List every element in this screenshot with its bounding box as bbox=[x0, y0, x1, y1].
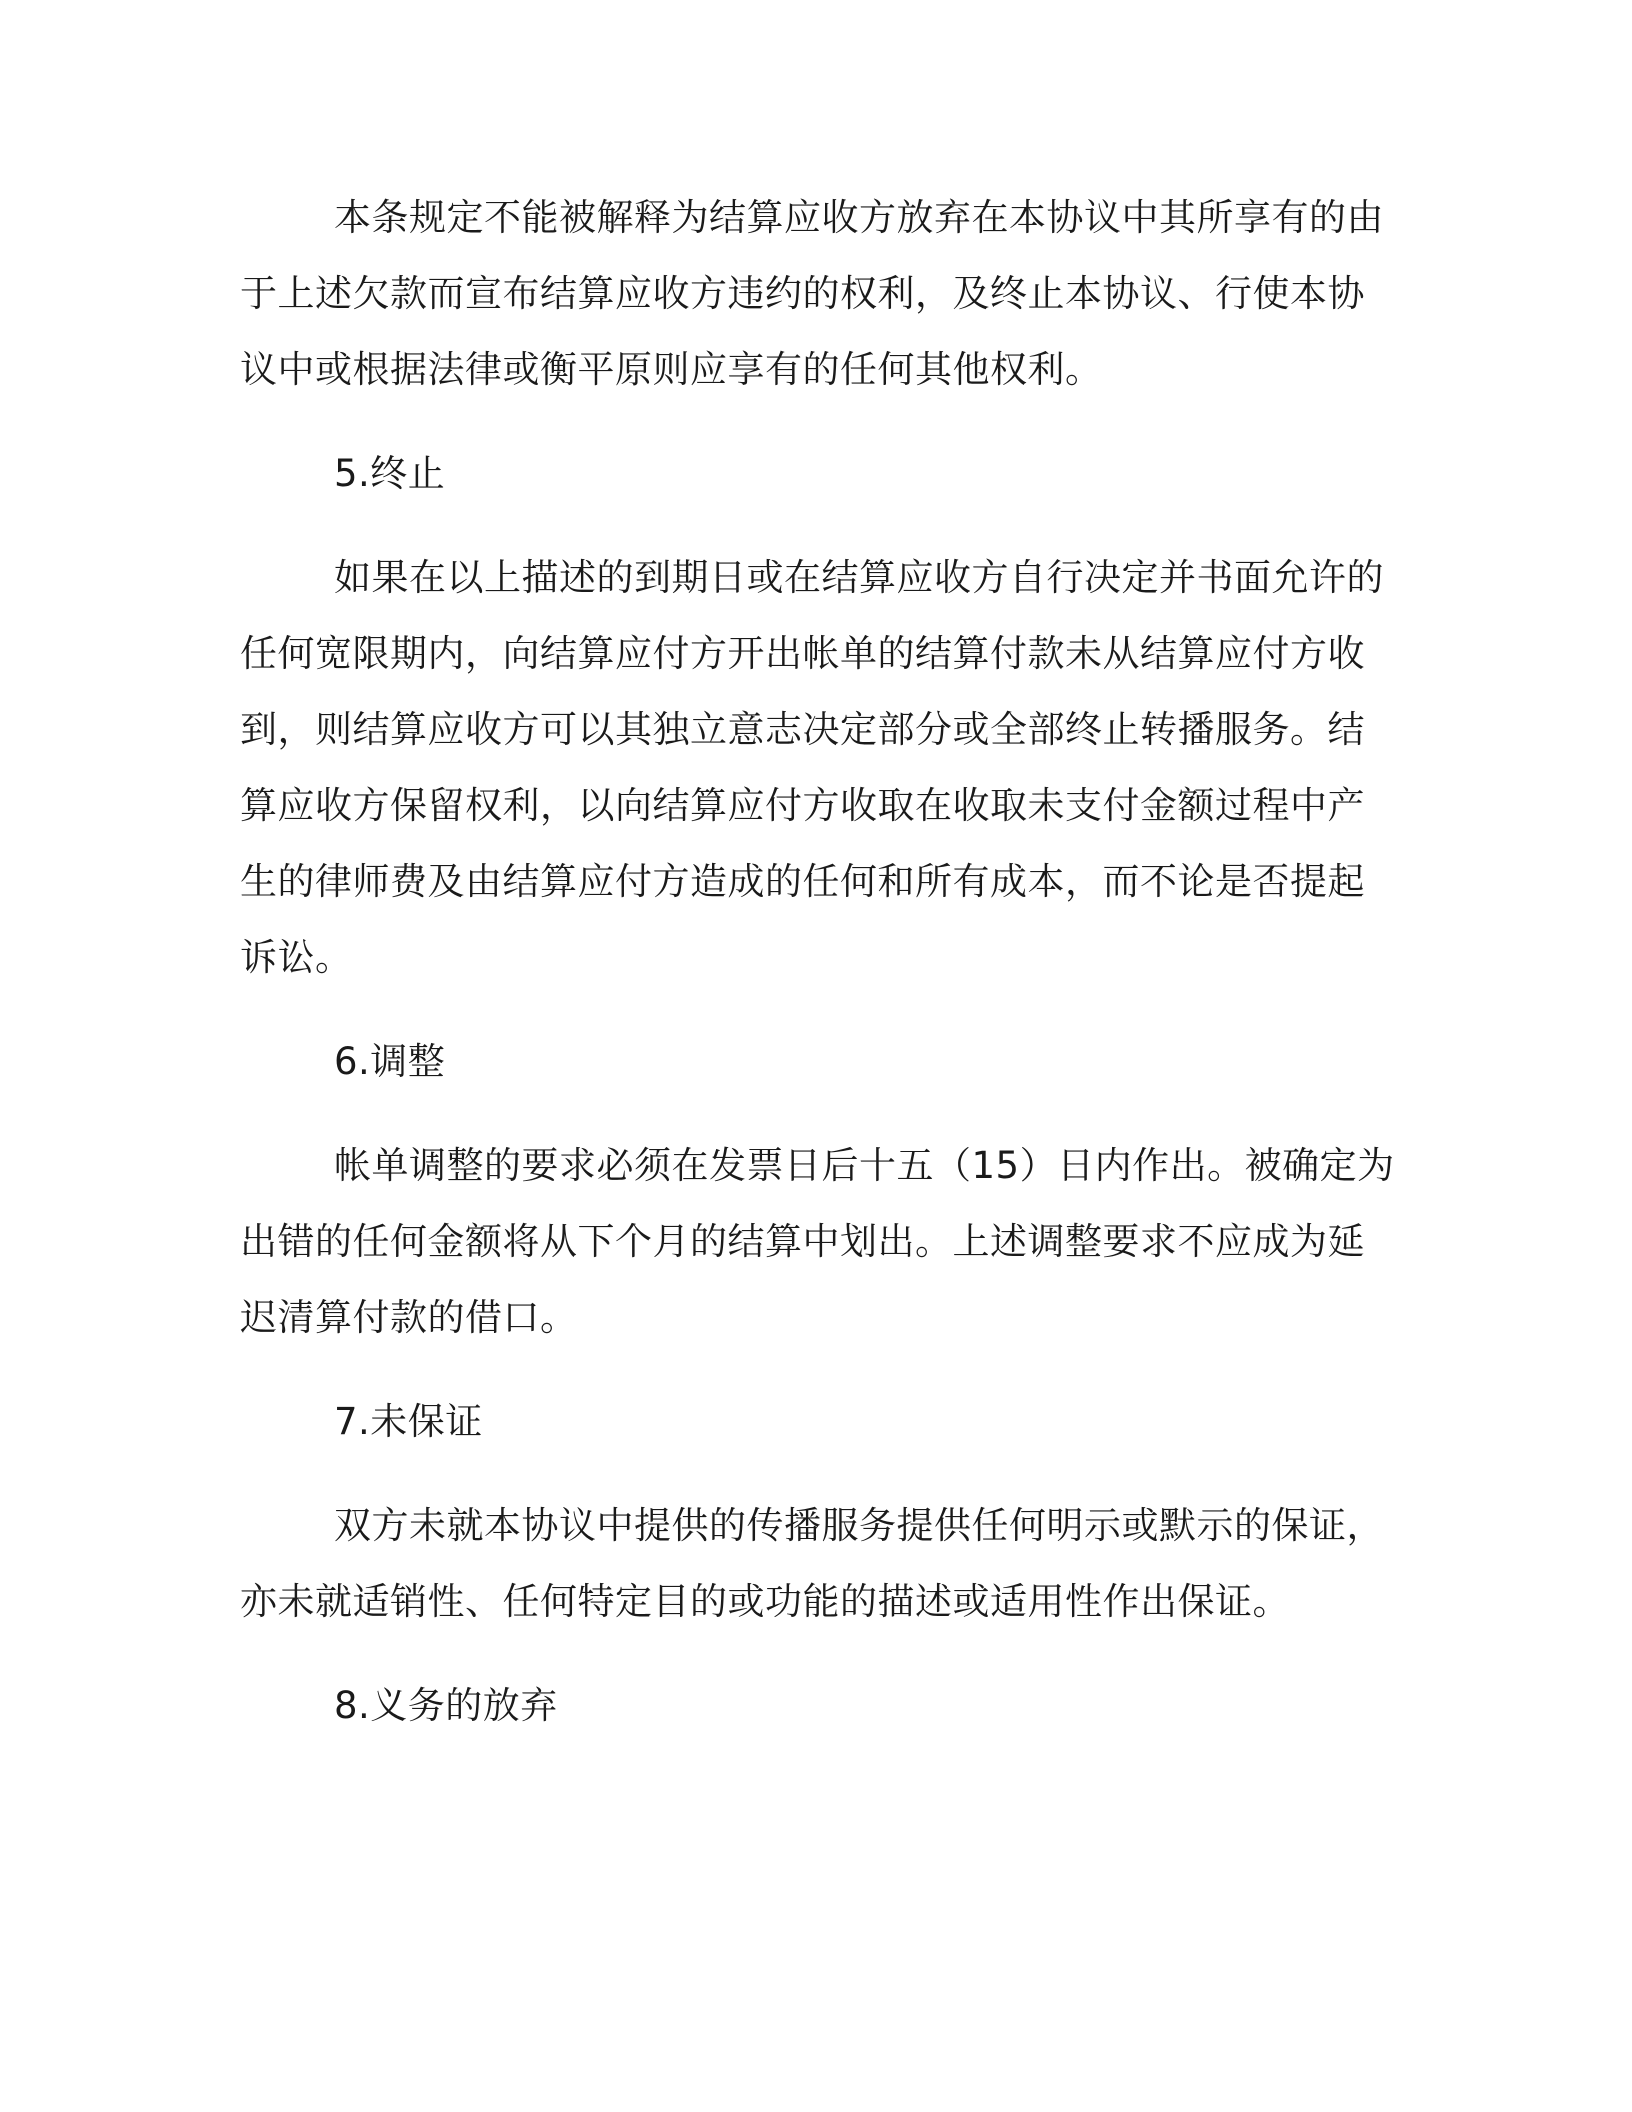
paragraph-line: 双方未就本协议中提供的传播服务提供任何明示或默示的保证， bbox=[334, 1504, 1384, 1547]
section-heading: 6.调整 bbox=[334, 1040, 446, 1083]
paragraph-line: 生的律师费及由结算应付方造成的任何和所有成本，而不论是否提起 bbox=[240, 860, 1365, 903]
paragraph-line: 帐单调整的要求必须在发票日后十五（15）日内作出。被确定为 bbox=[334, 1144, 1395, 1187]
paragraph-line: 于上述欠款而宣布结算应收方违约的权利，及终止本协议、行使本协 bbox=[240, 272, 1365, 315]
paragraph-line: 算应收方保留权利，以向结算应付方收取在收取未支付金额过程中产 bbox=[240, 784, 1365, 827]
section-heading: 7.未保证 bbox=[334, 1400, 483, 1443]
paragraph-line: 出错的任何金额将从下个月的结算中划出。上述调整要求不应成为延 bbox=[240, 1220, 1365, 1263]
paragraph-line: 诉讼。 bbox=[240, 936, 353, 979]
paragraph-line: 如果在以上描述的到期日或在结算应收方自行决定并书面允许的 bbox=[334, 556, 1384, 599]
paragraph-line: 亦未就适销性、任何特定目的或功能的描述或适用性作出保证。 bbox=[240, 1580, 1290, 1623]
paragraph-line: 任何宽限期内，向结算应付方开出帐单的结算付款未从结算应付方收 bbox=[240, 632, 1365, 675]
paragraph-line: 到，则结算应收方可以其独立意志决定部分或全部终止转播服务。结 bbox=[240, 708, 1365, 751]
section-heading: 8.义务的放弃 bbox=[334, 1684, 558, 1727]
paragraph-line: 迟清算付款的借口。 bbox=[240, 1296, 578, 1339]
paragraph-line: 本条规定不能被解释为结算应收方放弃在本协议中其所享有的由 bbox=[334, 196, 1384, 239]
paragraph-line: 议中或根据法律或衡平原则应享有的任何其他权利。 bbox=[240, 348, 1103, 391]
section-heading: 5.终止 bbox=[334, 452, 446, 495]
